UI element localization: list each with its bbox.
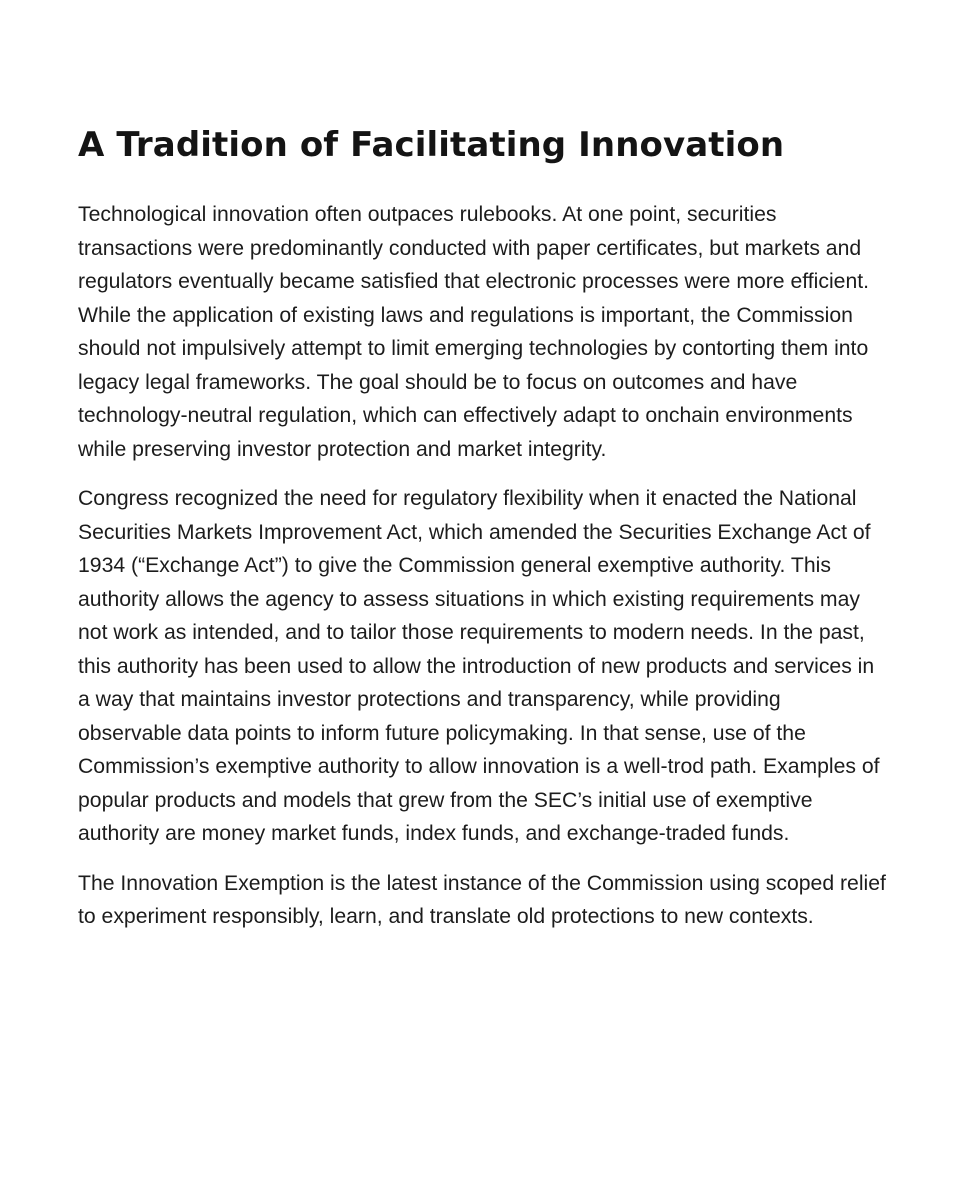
article-paragraph: The Innovation Exemption is the latest instance of the Commission using scoped relief to experiment responsibly, learn, and translate old protections to new contexts.	[78, 871, 886, 928]
article-paragraph: Congress recognized the need for regulatory flexibility when it enacted the National Securities Markets Improvement Act, which amended the Securities Exchange Act of 1934 (“Exchange Act”) to give the Commission general exemptive authority. This authority allows the agency to assess situations in which existing requirements may not work as intended, and to tailor those requirements to modern needs. In the past, this authority has been used to allow the introduction of new products and services in a way that maintains investor protections and transparency, while providing observable data points to inform future policymaking. In that sense, use of the Commission’s exemptive authority to allow innovation is a well-trod path. Examples of popular products and models that grew from the SEC’s initial use of exemptive authority are money market funds, index funds, and exchange-traded funds.	[78, 487, 880, 845]
article-paragraph: Technological innovation often outpaces rulebooks. At one point, securities transactions were predominantly conducted with paper certificates, but markets and regulators eventually became satisfied that electronic processes were more efficient. While the application of existing laws and regulations is important, the Commission should not impulsively attempt to limit emerging technologies by contorting them into legacy legal frameworks. The goal should be to focus on outcomes and have technology-neutral regulation, which can effectively adapt to onchain environments while preserving investor protection and market integrity.	[78, 203, 870, 461]
article-title: A Tradition of Facilitating Innovation	[78, 125, 785, 165]
article-body	[78, 122, 888, 950]
